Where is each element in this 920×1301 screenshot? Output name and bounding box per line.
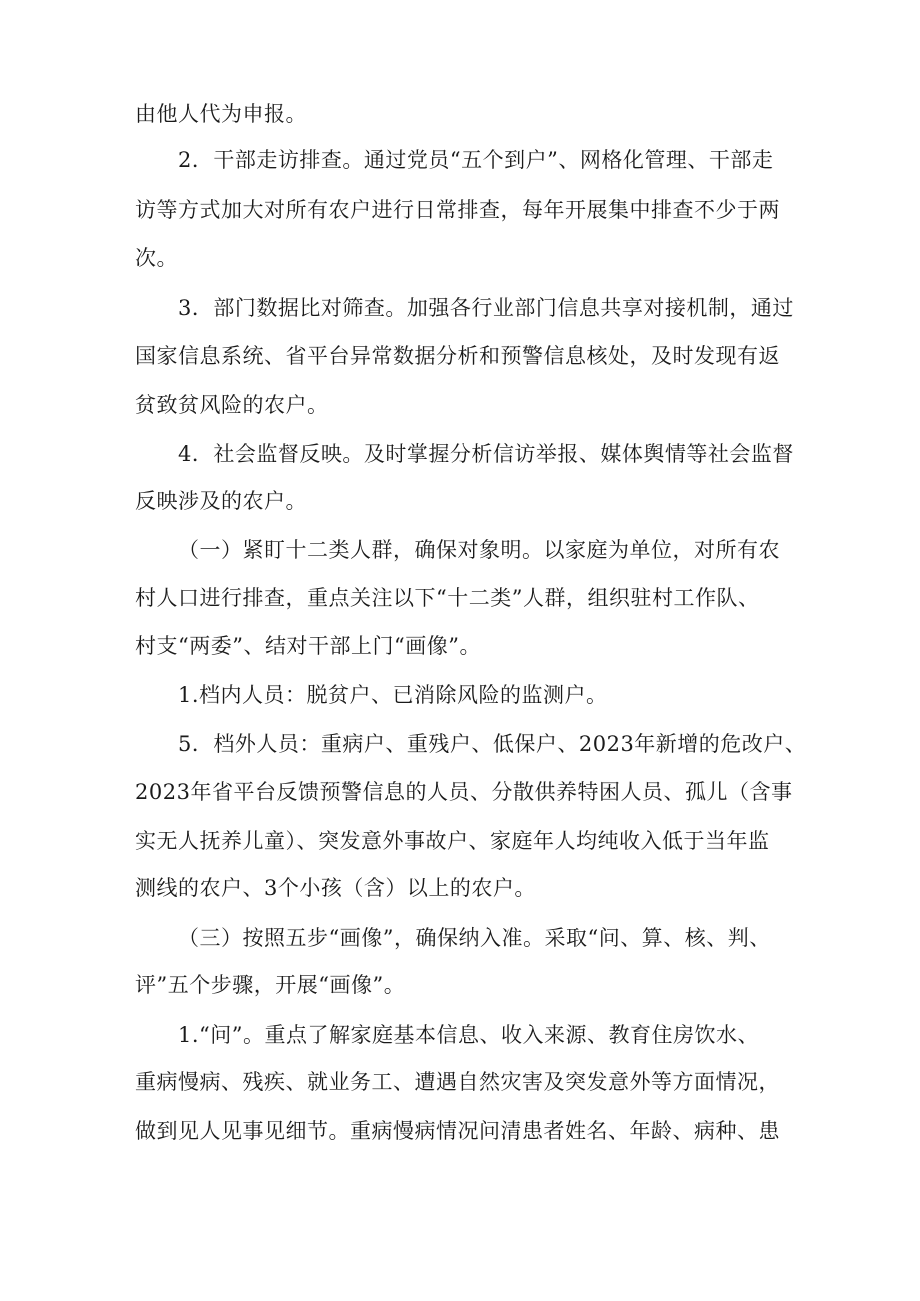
text-line: 村支“两委”、结对干部上门“画像”。 <box>135 634 481 658</box>
text-line: 评”五个步骤，开展“画像”。 <box>135 973 406 997</box>
text-line: 由他人代为申报。 <box>135 102 307 126</box>
paragraph-item-2-heading: 2．干部走访排查。通过党员“五个到户”、网格化管理、干部走 <box>178 148 774 172</box>
text-line: 国家信息系统、省平台异常数据分析和预警信息核处，及时发现有返 <box>135 344 780 368</box>
paragraph-item-1-heading: 1.档内人员：脱贫户、已消除风险的监测户。 <box>178 683 608 707</box>
text-line: 做到见人见事见细节。重病慢病情况问清患者姓名、年龄、病种、患 <box>135 1119 780 1143</box>
text-line: 次。 <box>135 246 178 270</box>
text-line: 贫致贫风险的农户。 <box>135 393 329 417</box>
paragraph-item-1-heading: 1.“问”。重点了解家庭基本信息、收入来源、教育住房饮水、 <box>178 1023 760 1047</box>
section-heading-1: （一）紧盯十二类人群，确保对象明。以家庭为单位，对所有农 <box>178 538 780 562</box>
paragraph-item-3-heading: 3．部门数据比对筛查。加强各行业部门信息共享对接机制，通过 <box>178 296 794 320</box>
section-heading-3: （三）按照五步“画像”，确保纳入准。采取“问、算、核、判、 <box>178 926 771 950</box>
text-line: 重病慢病、残疾、就业务工、遭遇自然灾害及突发意外等方面情况， <box>135 1070 780 1094</box>
text-line: 访等方式加大对所有农户进行日常排查，每年开展集中排查不少于两 <box>135 198 780 222</box>
text-line: 测线的农户、3个小孩（含）以上的农户。 <box>135 876 536 900</box>
text-line: 村人口进行排查，重点关注以下“十二类”人群，组织驻村工作队、 <box>135 586 760 610</box>
text-line: 2023年省平台反馈预警信息的人员、分散供养特困人员、孤儿（含事 <box>135 780 793 804</box>
text-line: 反映涉及的农户。 <box>135 489 307 513</box>
paragraph-item-5-heading: 5．档外人员：重病户、重残户、低保户、2023年新增的危改户、 <box>178 732 807 756</box>
paragraph-item-4-heading: 4．社会监督反映。及时掌握分析信访举报、媒体舆情等社会监督 <box>178 442 794 466</box>
text-line: 实无人抚养儿童）、突发意外事故户、家庭年人均纯收入低于当年监 <box>135 829 770 853</box>
